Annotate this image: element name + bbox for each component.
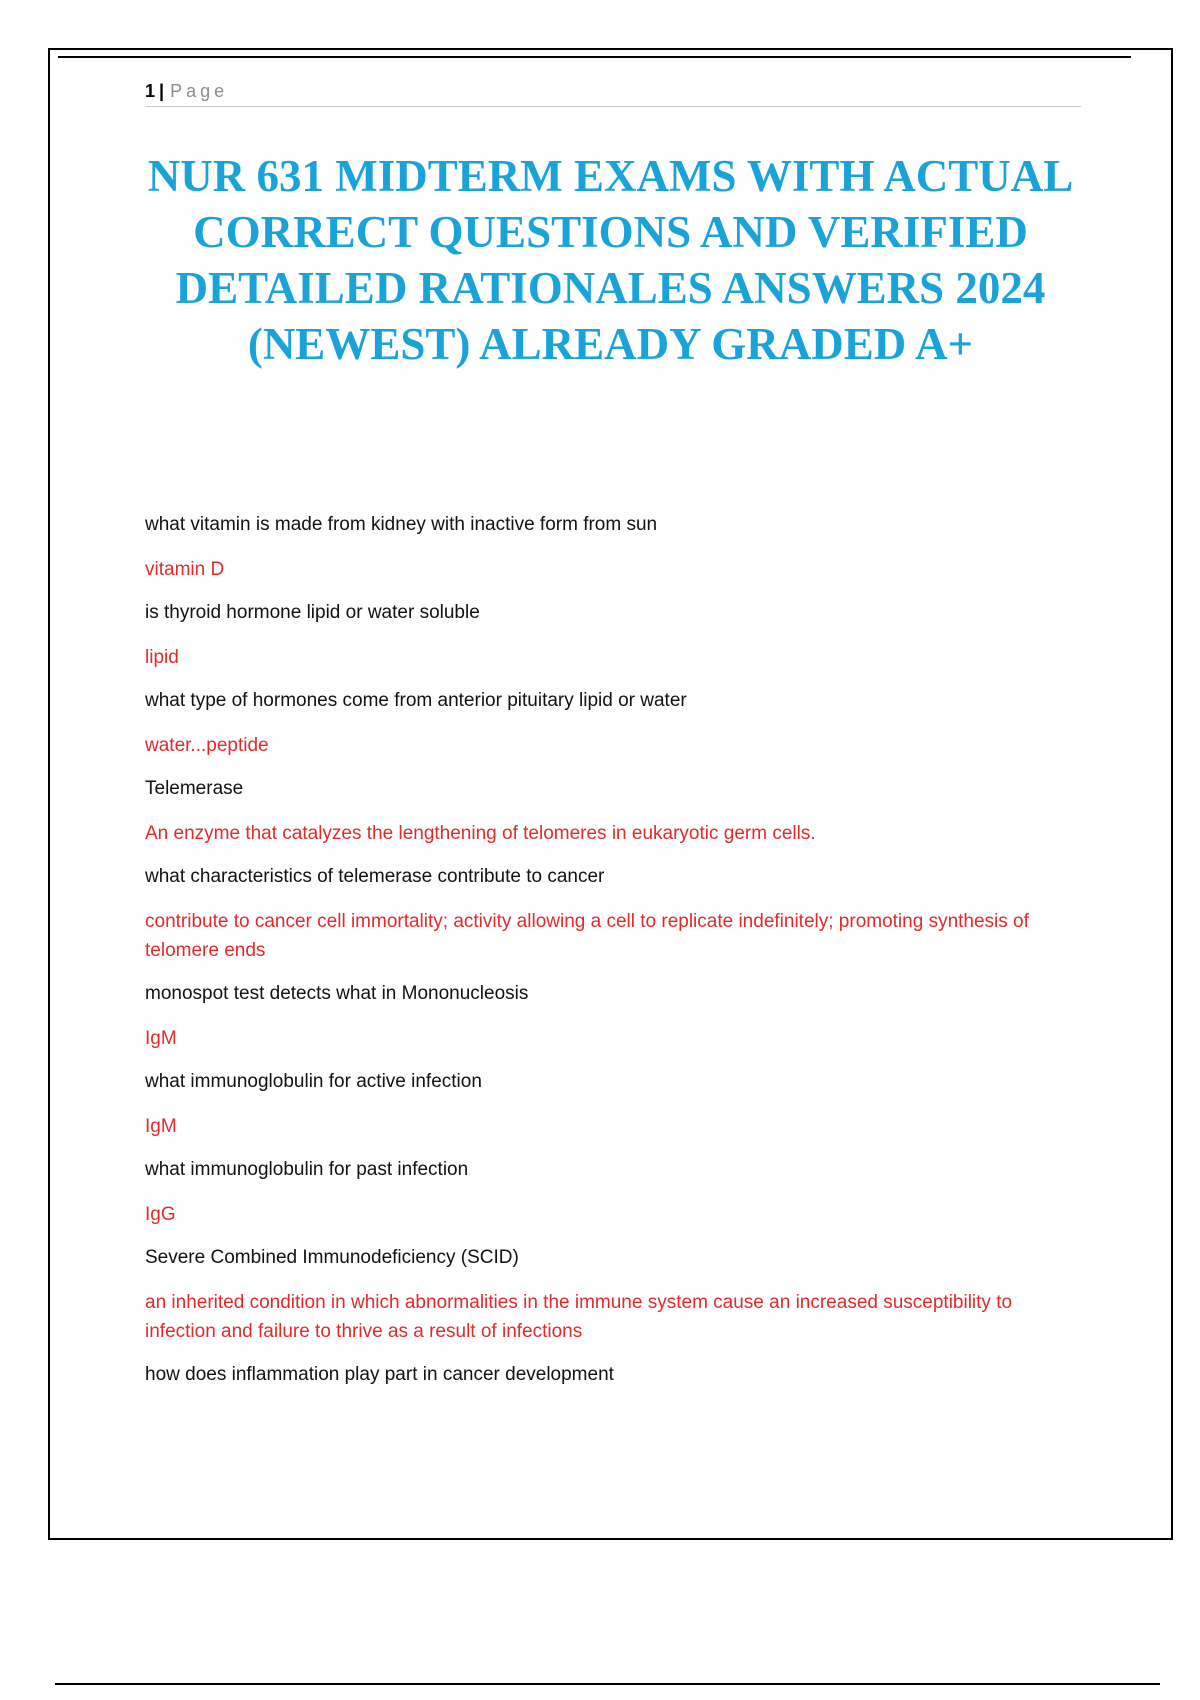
qa-item: [145, 1067, 1081, 1141]
next-page-rule: [55, 1683, 1160, 1685]
answer-text: an inherited condition in which abnormalities in the immune system cause an increased susceptibility to infection and failure to thrive as a result of infections: [145, 1292, 1013, 1342]
qa-item: [145, 774, 1081, 848]
answer-text: IgG: [145, 1204, 176, 1225]
qa-item: [145, 979, 1081, 1053]
qa-item: [145, 1360, 1081, 1389]
qa-item: [145, 598, 1081, 672]
answer-text: lipid: [145, 647, 179, 668]
answer-text: water...peptide: [145, 735, 269, 756]
question-text: is thyroid hormone lipid or water soluble: [145, 602, 480, 623]
qa-item: [145, 1155, 1081, 1229]
question-text: what immunoglobulin for active infection: [145, 1071, 482, 1092]
question-text: monospot test detects what in Mononucleosis: [145, 983, 529, 1004]
page-label: Page: [170, 81, 229, 101]
question-text: Telemerase: [145, 778, 244, 799]
question-text: Severe Combined Immunodeficiency (SCID): [145, 1247, 519, 1268]
answer-text: IgM: [145, 1028, 177, 1049]
document-page: [48, 48, 1173, 1540]
qa-item: [145, 862, 1081, 965]
question-text: what immunoglobulin for past infection: [145, 1159, 469, 1180]
page-header: [145, 76, 1081, 107]
question-text: what vitamin is made from kidney with inactive form from sun: [145, 514, 658, 535]
document-title: NUR 631 MIDTERM EXAMS WITH ACTUAL CORRECT QUESTIONS AND VERIFIED DETAILED RATIONALES ANSWERS 2024 (NEWEST) ALREADY GRADED A+: [147, 151, 1074, 369]
answer-text: IgM: [145, 1116, 177, 1137]
answer-text: An enzyme that catalyzes the lengthening of telomeres in eukaryotic germ cells.: [145, 823, 816, 844]
page-number: 1: [145, 81, 156, 101]
page-separator: |: [159, 81, 165, 101]
qa-item: [145, 1243, 1081, 1346]
answer-text: vitamin D: [145, 559, 225, 580]
qa-list: [145, 510, 1081, 1405]
qa-item: [145, 510, 1081, 584]
question-text: what characteristics of telemerase contribute to cancer: [145, 866, 605, 887]
top-rule: [58, 56, 1131, 58]
qa-item: [145, 686, 1081, 760]
question-text: what type of hormones come from anterior pituitary lipid or water: [145, 690, 687, 711]
question-text: how does inflammation play part in cancer development: [145, 1364, 614, 1385]
answer-text: contribute to cancer cell immortality; activity allowing a cell to replicate indefinitely; promoting synthesis of telomere ends: [145, 911, 1029, 961]
